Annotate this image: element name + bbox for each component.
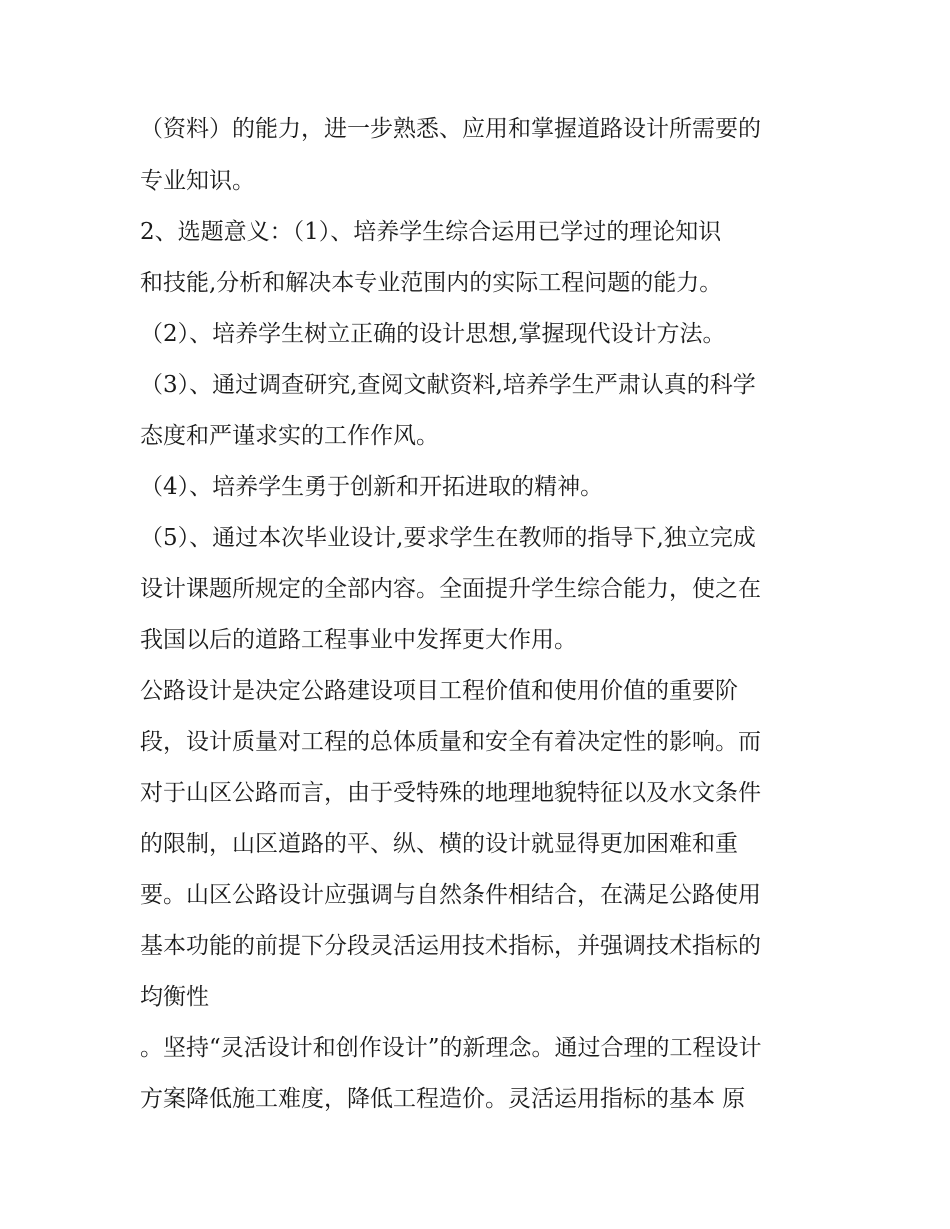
text-line: （5）、通过本次毕业设计,要求学生在教师的指导下,独立完成 xyxy=(140,525,756,551)
text-line: 段，设计质量对工程的总体质量和安全有着决定性的影响。而 xyxy=(140,729,761,755)
text-line: 我国以后的道路工程事业中发挥更大作用。 xyxy=(140,627,577,653)
text-line: 态度和严谨求实的工作作风。 xyxy=(140,423,439,449)
text-line: 和技能,分析和解决本专业范围内的实际工程问题的能力。 xyxy=(140,270,723,296)
text-line: （4）、培养学生勇于创新和开拓进取的精神。 xyxy=(140,474,604,500)
text-line: （2）、培养学生树立正确的设计思想,掌握现代设计方法。 xyxy=(140,321,726,347)
text-line: （3）、通过调查研究,查阅文献资料,培养学生严肃认真的科学 xyxy=(140,372,756,398)
text-line: 。坚持“灵活设计和创作设计”的新理念。通过合理的工程设计 xyxy=(140,1035,762,1061)
text-line: 的限制，山区道路的平、纵、横的设计就显得更加困难和重 xyxy=(140,831,738,857)
text-line: （资料）的能力，进一步熟悉、应用和掌握道路设计所需要的 xyxy=(140,116,761,142)
text-line: 基本功能的前提下分段灵活运用技术指标，并强调技术指标的 xyxy=(140,933,761,959)
text-line: 要。山区公路设计应强调与自然条件相结合，在满足公路使用 xyxy=(140,882,761,908)
text-line: 方案降低施工难度，降低工程造价。灵活运用指标的基本 原 xyxy=(140,1086,746,1112)
text-line: 均衡性 xyxy=(140,984,209,1010)
text-line: 设计课题所规定的全部内容。全面提升学生综合能力，使之在 xyxy=(140,576,761,602)
text-line: 专业知识。 xyxy=(140,168,255,194)
text-line: 公路设计是决定公路建设项目工程价值和使用价值的重要阶 xyxy=(140,678,738,704)
text-line: 2、选题意义：（1）、培养学生综合运用已学过的理论知识 xyxy=(140,219,722,245)
text-line: 对于山区公路而言，由于受特殊的地理地貌特征以及水文条件 xyxy=(140,780,761,806)
